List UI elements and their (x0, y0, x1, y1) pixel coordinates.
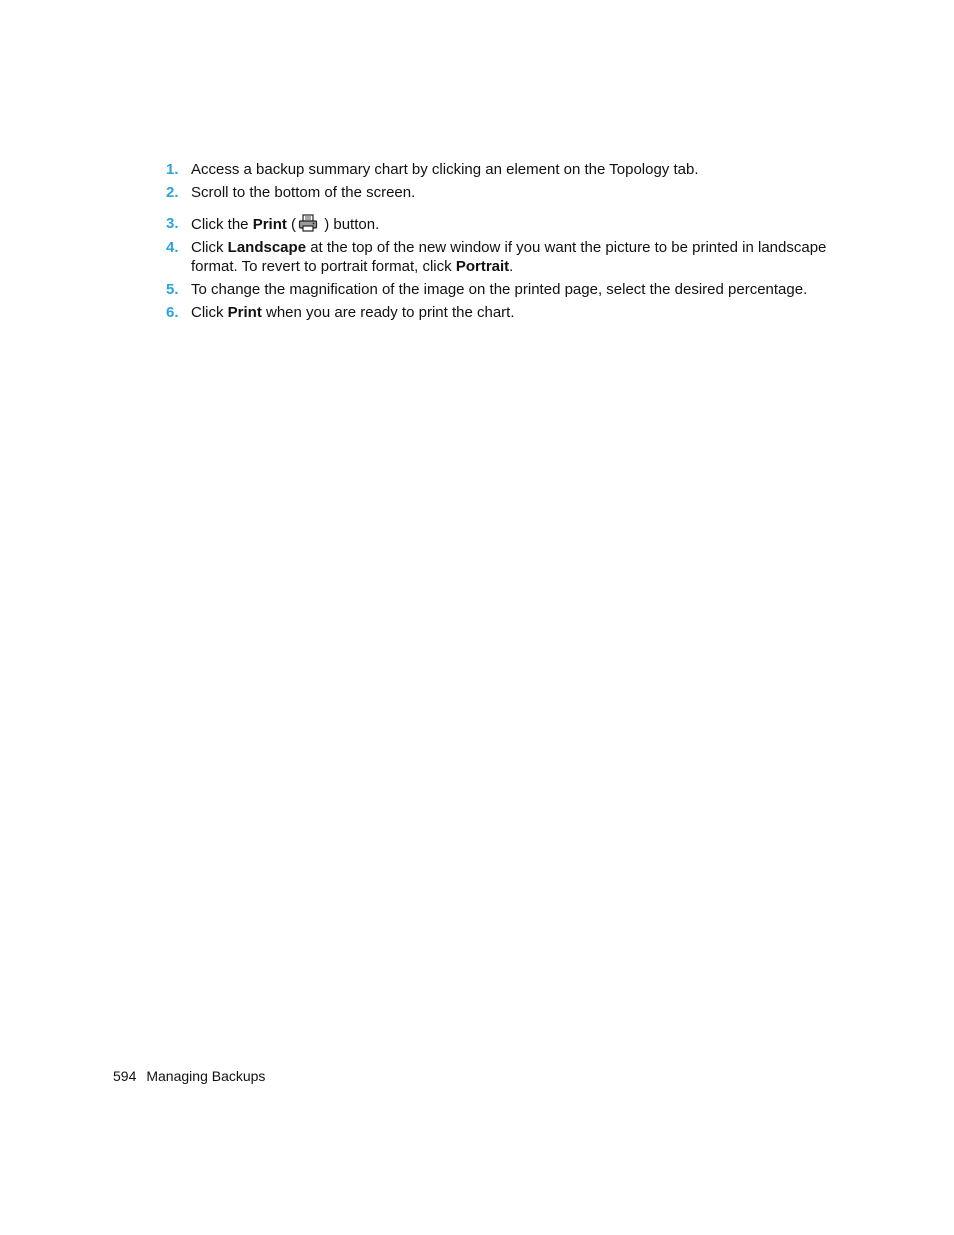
step-text: Access a backup summary chart by clicking an element on the Topology tab. (191, 161, 699, 178)
page-footer (113, 1067, 265, 1085)
step-number: 6. (166, 304, 179, 321)
step-text: . (509, 258, 514, 275)
page-number: 594 (113, 1068, 137, 1084)
section-title: Managing Backups (146, 1068, 266, 1084)
step-1 (166, 160, 846, 179)
step-text: when you are ready to print the chart. (261, 304, 515, 321)
step-3 (166, 214, 846, 234)
printer-icon (298, 214, 318, 232)
step-text: To change the magnification of the image on the printed page, select the desired percentage. (191, 281, 808, 298)
step-5 (166, 280, 846, 299)
step-2 (166, 183, 846, 202)
landscape-option-name: Landscape (227, 239, 307, 256)
step-number: 5. (166, 281, 179, 298)
step-text: ( (286, 216, 297, 233)
step-text: Click the (191, 216, 253, 233)
step-number: 3. (166, 215, 179, 232)
step-text: Scroll to the bottom of the screen. (191, 184, 416, 201)
step-number: 2. (166, 184, 179, 201)
portrait-option-name: Portrait (455, 258, 510, 275)
step-number: 1. (166, 161, 179, 178)
step-6 (166, 303, 846, 322)
procedure-steps (166, 160, 846, 326)
step-text: Click (191, 239, 228, 256)
step-text: ) button. (320, 216, 380, 233)
step-4 (166, 238, 846, 276)
print-button-name: Print (227, 304, 262, 321)
step-number: 4. (166, 239, 179, 256)
step-text: at the top of the new window if you want the picture to be printed in landscape format. To revert to portrait format, click (191, 239, 827, 275)
print-button-name: Print (252, 216, 287, 233)
step-text: Click (191, 304, 228, 321)
